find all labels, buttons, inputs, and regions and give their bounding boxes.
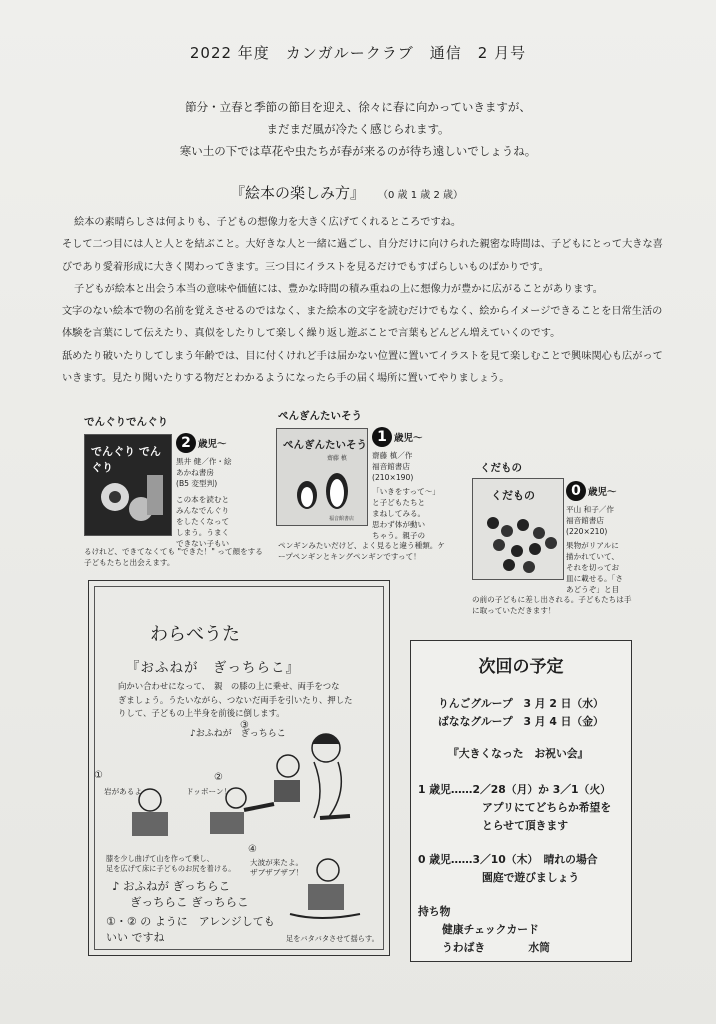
book-info-denguri bbox=[176, 456, 232, 489]
paragraph: 文字のない絵本で物の名前を覚えさせるのではなく、また絵本の文字を読むだけでもなく、絵からイメージできることを日常生活の体験を言葉にして伝えたり、真似をしたりして楽しく繰り返し遊ぶことで言葉もどんどん増えていくのです。 bbox=[62, 306, 663, 340]
desc-line: 果物がリアルに bbox=[566, 541, 619, 550]
cherries-illustration-icon bbox=[473, 479, 564, 580]
book-size: (210×190) bbox=[372, 473, 414, 482]
arrange-line: ①・② の ように アレンジしても bbox=[106, 915, 275, 928]
song-title: 『おふねが ぎっちらこ』 bbox=[126, 660, 300, 676]
arrange-line: いい ですね bbox=[106, 931, 165, 944]
schedule-group-banana: ばななグループ 3 月 4 日（金） bbox=[438, 715, 604, 728]
step1-desc bbox=[106, 854, 235, 874]
intro-line: ぎましょう。うたいながら、つないだ両手を引いたり、押した bbox=[118, 694, 353, 705]
book-info-kudamono bbox=[566, 504, 614, 537]
desc-line: 膝を少し曲げて山を作って乗し、 bbox=[106, 854, 214, 863]
age0-line: 0 歳児……3／10（木） 晴れの場合 bbox=[418, 853, 598, 866]
book-publisher: 福音館書店 bbox=[566, 516, 604, 525]
desc-line: しまう。うまく bbox=[176, 528, 230, 537]
desc-line: この本を読むと bbox=[176, 495, 230, 504]
age-badge-1 bbox=[372, 427, 423, 447]
step-num-3: ③ bbox=[240, 720, 249, 731]
book-desc-tail-kudamono: の前の子どもに差し出される。子どもたちは手に取っていただきます！ bbox=[472, 595, 632, 615]
cover-title: でんぐり でんぐり bbox=[91, 445, 161, 474]
age-number: 2 bbox=[176, 433, 196, 453]
desc-line: できない子もい bbox=[176, 539, 230, 548]
warabeuta-heading: わらべうた bbox=[150, 624, 240, 645]
step4-label bbox=[250, 858, 303, 878]
song-line: ♪ おふねが ぎっちらこ bbox=[112, 879, 231, 893]
book-cover-denguri bbox=[84, 434, 172, 536]
book-desc-denguri bbox=[176, 494, 229, 549]
book-author: 平山 和子／作 bbox=[566, 505, 614, 514]
book-title-kudamono: くだもの bbox=[480, 462, 522, 474]
penguin-illustration-icon bbox=[277, 429, 368, 526]
step-num-1: ① bbox=[94, 770, 103, 781]
book-desc-tail-denguri: るけれど、できてなくても "できた！" って顔をする子どもたちと出会えます。 bbox=[84, 547, 263, 567]
seasonal-greeting bbox=[80, 96, 636, 162]
book-desc-penguin bbox=[372, 486, 440, 541]
age-label: 歳児～ bbox=[198, 439, 227, 450]
age-label: 歳児～ bbox=[394, 433, 423, 444]
paragraph: 絵本の素晴らしさは何よりも、子どもの想像力を大きく広げてくれるところですね。 bbox=[74, 217, 462, 228]
paragraph: 子どもが絵本と出会う本当の意味や価値には、豊かな時間の積み重ねの上に想像力が豊かに広がることがあります。 bbox=[74, 283, 603, 295]
cover-illustration-icon bbox=[85, 435, 172, 536]
section-heading-text: 『絵本の楽しみ方』 bbox=[230, 184, 366, 202]
book-publisher: あかね書房 bbox=[176, 468, 214, 477]
age0-line: 園庭で遊びましょう bbox=[482, 871, 580, 884]
greeting-line: 寒い土の下では草花や虫たちが春が来るのが待ち遠しいでしょうね。 bbox=[179, 144, 537, 158]
age-number: 1 bbox=[372, 427, 392, 447]
desc-line: 足を広げて床に子どものお尻を着ける。 bbox=[106, 864, 236, 873]
desc-line: と子どもたちと bbox=[372, 498, 426, 507]
desc-line: 描かれていて、 bbox=[566, 552, 620, 561]
book-cover-kudamono bbox=[472, 478, 564, 580]
age1-line: とらせて頂きます bbox=[482, 819, 569, 832]
picture-books-body bbox=[62, 212, 668, 390]
book-desc-kudamono bbox=[566, 540, 623, 595]
cover-title: ぺんぎんたいそう bbox=[283, 439, 367, 451]
section-age-range: （0 歳 1 歳 2 歳） bbox=[383, 190, 463, 201]
age-label: 歳児～ bbox=[588, 487, 617, 498]
desc-line: あどうぞ」と目 bbox=[566, 585, 620, 594]
desc-line: 皿に載せる。「さ bbox=[566, 574, 623, 583]
step-num-2: ② bbox=[214, 772, 223, 783]
desc-line: をしたくなって bbox=[176, 517, 230, 526]
cover-publisher: 福音館書店 bbox=[329, 516, 355, 522]
step2-label: ドッボーン！ bbox=[186, 787, 232, 796]
desc-line: みんなでんぐり bbox=[176, 506, 230, 515]
desc-line: 思わず体が動い bbox=[372, 520, 426, 529]
book-author: 黒井 健／作・絵 bbox=[176, 457, 232, 466]
desc-line: 「いきをすって～」 bbox=[372, 487, 440, 496]
book-author: 齋藤 槙／作 bbox=[372, 451, 413, 460]
age1-line: 1 歳児……2／28（月）か 3／1（火） bbox=[418, 783, 611, 796]
cover-title: くだもの bbox=[491, 489, 535, 502]
step-num-4: ④ bbox=[248, 844, 257, 855]
age-number: 0 bbox=[566, 481, 586, 501]
desc-line: ちゃう。親子の bbox=[372, 531, 426, 540]
book-info-penguin bbox=[372, 450, 413, 483]
item-line: 健康チェックカード bbox=[442, 923, 539, 936]
desc-line: まねしてみる。 bbox=[372, 509, 426, 518]
step4-desc: 足をバタバタさせて揺らす。 bbox=[286, 934, 379, 943]
label-line: 大波が来たよ。 bbox=[250, 858, 304, 867]
step1-label: 岩があるよ bbox=[104, 787, 142, 796]
age-badge-2 bbox=[176, 433, 227, 453]
book-title-penguin: ぺんぎんたいそう bbox=[278, 410, 362, 422]
paragraph: そして二つ目には人と人とを結ぶこと。大好きな人と一緒に過ごし、自分だけに向けられた親密な時間は、子どもにとって大きな喜びであり愛着形成に大きく関わってきます。三つ目にイラストを見るだけでもすばらしいものばかりです。 bbox=[62, 239, 663, 273]
page-title: 2022 年度 カンガルークラブ 通信 2 月号 bbox=[189, 44, 527, 62]
age1-line: アプリにてどちらか希望を bbox=[482, 801, 612, 814]
age-badge-0 bbox=[566, 481, 617, 501]
book-cover-penguin bbox=[276, 428, 368, 526]
label-line: ザブザブザブ！ bbox=[250, 868, 304, 877]
book-desc-tail-penguin: ペンギンみたいだけど、よく見ると違う種類。ケープペンギンとキングペンギンですって！ bbox=[278, 541, 445, 561]
song-line: ぎっちらこ ぎっちらこ bbox=[130, 895, 249, 909]
book-title-denguri: でんぐりでんぐり bbox=[84, 416, 168, 428]
intro-line: 向かい合わせになって、 親 の膝の上に乗せ、両手をつな bbox=[118, 681, 340, 691]
book-size: (220×210) bbox=[566, 527, 608, 536]
paragraph: 舐めたり破いたりしてしまう年齢では、目に付くけれど手は届かない位置に置いてイラストを見て楽しむことで興味関心も広がっていきます。見たり聞いたりする物だとわかるようになったら手の届く場所に置いてやりましょう。 bbox=[62, 350, 663, 385]
schedule-group-ringo: りんごグループ 3 月 2 日（水） bbox=[438, 697, 604, 710]
schedule-heading: 次回の予定 bbox=[478, 657, 564, 677]
item-line: うわばき 水筒 bbox=[442, 941, 550, 954]
schedule-event: 『大きくなった お祝い会』 bbox=[448, 747, 589, 760]
items-label: 持ち物 bbox=[418, 905, 451, 918]
desc-line: それを切ってお bbox=[566, 563, 620, 572]
cover-author: 齋藤 槙 bbox=[327, 455, 347, 462]
song-lines bbox=[112, 878, 249, 910]
greeting-line: 節分・立春と季節の節目を迎え、徐々に春に向かっていきますが、 bbox=[185, 100, 531, 114]
book-publisher: 福音館書店 bbox=[372, 462, 410, 471]
arrange-note bbox=[106, 914, 275, 946]
intro-line: りして、子どもの上半身を前後に倒します。 bbox=[118, 708, 285, 718]
greeting-line: まだまだ風が冷たく感じられます。 bbox=[266, 122, 450, 136]
lyric-line: ♪おふねが ぎっちらこ bbox=[190, 729, 286, 739]
section-heading-picture-books bbox=[230, 182, 463, 203]
book-size: (B5 変型判) bbox=[176, 479, 218, 488]
